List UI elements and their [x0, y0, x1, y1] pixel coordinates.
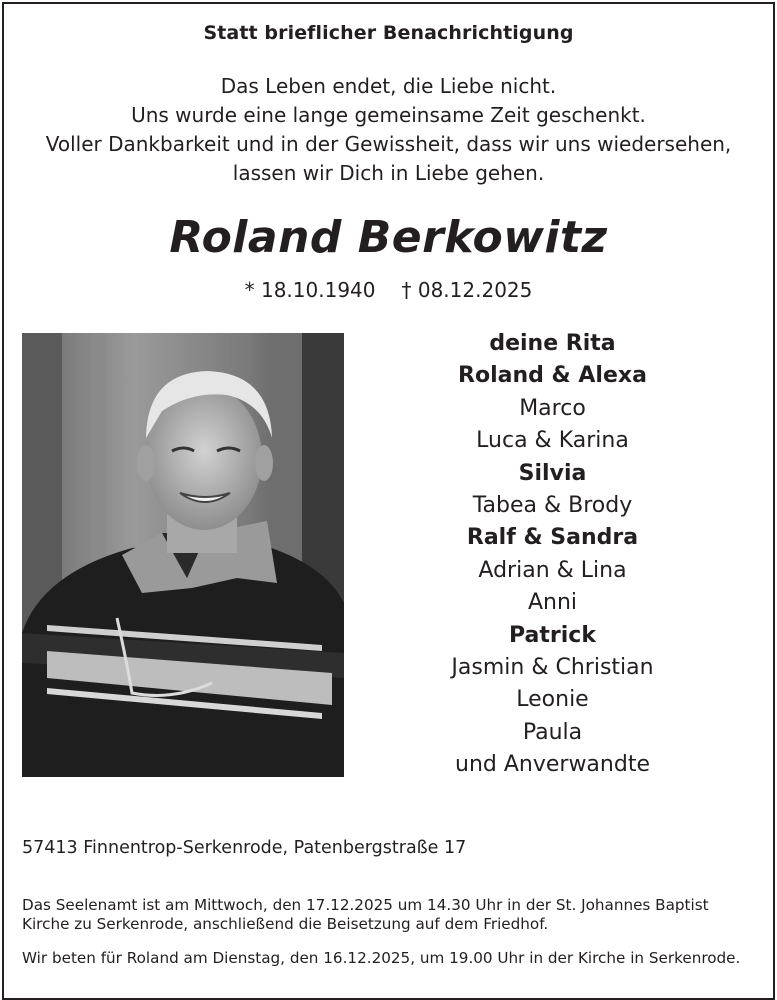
- mourner-line: Leonie: [516, 687, 589, 713]
- mourner-line: Jasmin & Christian: [451, 655, 654, 681]
- mourner-line: Roland & Alexa: [458, 363, 647, 389]
- notice-header: Statt brieflicher Benachrichtigung: [203, 22, 574, 44]
- service-line: Das Seelenamt ist am Mittwoch, den 17.12.2025 um 14.30 Uhr in der St. Johannes Baptist: [22, 896, 709, 914]
- mourners-list: [410, 328, 695, 782]
- portrait-photo: [22, 333, 344, 777]
- poem-line: lassen wir Dich in Liebe gehen.: [232, 161, 545, 185]
- poem-line: Uns wurde eine lange gemeinsame Zeit geschenkt.: [131, 103, 646, 127]
- mourner-line: Luca & Karina: [476, 428, 629, 454]
- mourner-line: Adrian & Lina: [478, 557, 627, 583]
- poem-line: Voller Dankbarkeit und in der Gewissheit, dass wir uns wiedersehen,: [45, 132, 732, 156]
- service-line: Kirche zu Serkenrode, anschließend die Beisetzung auf dem Friedhof.: [22, 915, 549, 933]
- mourner-line: Silvia: [518, 460, 587, 486]
- birth-date: * 18.10.1940: [244, 278, 376, 302]
- mourner-line: Tabea & Brody: [472, 493, 633, 519]
- mourner-line: Ralf & Sandra: [466, 525, 639, 551]
- life-dates: [0, 278, 777, 302]
- poem: [0, 72, 777, 188]
- mourner-line: Patrick: [509, 622, 596, 648]
- prayer-info: Wir beten für Roland am Dienstag, den 16.12.2025, um 19.00 Uhr in der Kirche in Serkenrode.: [22, 949, 741, 967]
- mourner-line: deine Rita: [489, 331, 616, 356]
- mourner-line: Anni: [527, 590, 578, 616]
- poem-line: Das Leben endet, die Liebe nicht.: [220, 74, 557, 98]
- death-date: † 08.12.2025: [401, 278, 533, 302]
- mourner-line: und Anverwandte: [455, 752, 650, 778]
- deceased-name: Roland Berkowitz: [169, 212, 608, 263]
- mourner-line: Paula: [522, 719, 583, 745]
- funeral-service-info: [22, 896, 757, 934]
- mourner-line: Marco: [519, 395, 586, 421]
- family-address: 57413 Finnentrop-Serkenrode, Patenbergstraße 17: [22, 838, 467, 858]
